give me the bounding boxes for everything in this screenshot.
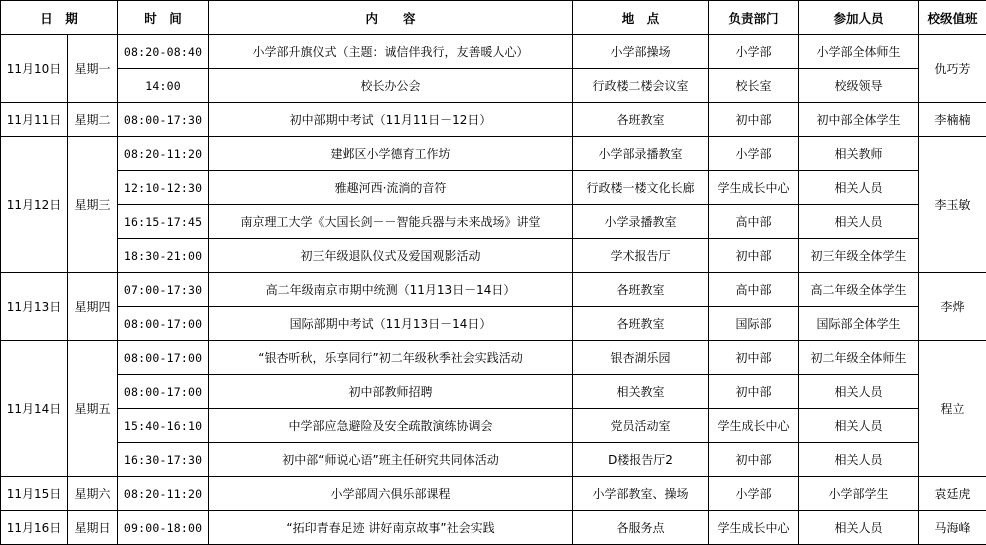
participants-cell: 相关人员 [799,409,919,443]
date-cell: 11月15日 [1,477,68,511]
participants-cell: 小学部全体师生 [799,35,919,69]
dept-cell: 初中部 [709,103,799,137]
weekday-cell: 星期三 [68,137,118,273]
time-cell: 16:15-17:45 [118,205,209,239]
participants-cell: 初三年级全体学生 [799,239,919,273]
content-cell: 初中部教师招聘 [209,375,573,409]
place-cell: 各服务点 [573,511,709,545]
participants-cell: 相关人员 [799,511,919,545]
participants-cell: 国际部全体学生 [799,307,919,341]
content-cell: 小学部升旗仪式（主题：诚信伴我行，友善暖人心） [209,35,573,69]
table-row [1,273,986,307]
time-cell: 18:30-21:00 [118,239,209,273]
place-cell: 党员活动室 [573,409,709,443]
time-cell: 09:00-18:00 [118,511,209,545]
dept-cell: 校长室 [709,69,799,103]
time-cell: 08:20-11:20 [118,137,209,171]
time-cell: 08:00-17:30 [118,103,209,137]
dept-cell: 小学部 [709,35,799,69]
duty-cell: 李烨 [919,273,986,341]
participants-cell: 相关人员 [799,205,919,239]
place-cell: 小学录播教室 [573,205,709,239]
time-cell: 12:10-12:30 [118,171,209,205]
place-cell: 银杏湖乐园 [573,341,709,375]
table-row [1,205,986,239]
place-cell: 各班教室 [573,103,709,137]
time-cell: 08:20-11:20 [118,477,209,511]
table-row [1,511,986,545]
time-cell: 08:20-08:40 [118,35,209,69]
date-cell: 11月10日 [1,35,68,103]
place-cell: 行政楼一楼文化长廊 [573,171,709,205]
dept-cell: 学生成长中心 [709,171,799,205]
duty-cell: 袁廷虎 [919,477,986,511]
place-cell: D楼报告厅2 [573,443,709,477]
content-cell: 初中部期中考试（11月11日－12日） [209,103,573,137]
dept-cell: 国际部 [709,307,799,341]
dept-cell: 学生成长中心 [709,409,799,443]
duty-cell: 马海峰 [919,511,986,545]
weekday-cell: 星期四 [68,273,118,341]
weekday-cell: 星期六 [68,477,118,511]
dept-cell: 学生成长中心 [709,511,799,545]
table-row [1,239,986,273]
header-row [1,1,986,35]
duty-cell: 程立 [919,341,986,477]
date-cell: 11月13日 [1,273,68,341]
table-row [1,341,986,375]
date-cell: 11月16日 [1,511,68,545]
duty-cell: 李玉敏 [919,137,986,273]
participants-cell: 校级领导 [799,69,919,103]
table-row [1,103,986,137]
duty-cell: 仇巧芳 [919,35,986,103]
participants-cell: 相关人员 [799,375,919,409]
dept-cell: 初中部 [709,239,799,273]
header-content: 内 容 [209,1,573,35]
place-cell: 小学部操场 [573,35,709,69]
content-cell: 小学部周六俱乐部课程 [209,477,573,511]
date-cell: 11月12日 [1,137,68,273]
time-cell: 08:00-17:00 [118,307,209,341]
dept-cell: 小学部 [709,477,799,511]
duty-cell: 李楠楠 [919,103,986,137]
header-date: 日 期 [1,1,118,35]
time-cell: 07:00-17:30 [118,273,209,307]
participants-cell: 初中部全体学生 [799,103,919,137]
place-cell: 小学部录播教室 [573,137,709,171]
content-cell: 国际部期中考试（11月13日－14日） [209,307,573,341]
weekday-cell: 星期日 [68,511,118,545]
time-cell: 08:00-17:00 [118,375,209,409]
content-cell: 初中部“师说心语”班主任研究共同体活动 [209,443,573,477]
content-cell: 高二年级南京市期中统测（11月13日－14日） [209,273,573,307]
dept-cell: 高中部 [709,273,799,307]
table-row [1,409,986,443]
place-cell: 小学部教室、操场 [573,477,709,511]
header-place: 地 点 [573,1,709,35]
table-row [1,307,986,341]
header-dept: 负责部门 [709,1,799,35]
table-row [1,443,986,477]
dept-cell: 初中部 [709,443,799,477]
table-row [1,477,986,511]
weekday-cell: 星期二 [68,103,118,137]
time-cell: 15:40-16:10 [118,409,209,443]
content-cell: 中学部应急避险及安全疏散演练协调会 [209,409,573,443]
content-cell: “银杏听秋，乐享同行”初二年级秋季社会实践活动 [209,341,573,375]
place-cell: 各班教室 [573,273,709,307]
place-cell: 各班教室 [573,307,709,341]
participants-cell: 相关人员 [799,443,919,477]
time-cell: 08:00-17:00 [118,341,209,375]
place-cell: 行政楼二楼会议室 [573,69,709,103]
dept-cell: 小学部 [709,137,799,171]
date-cell: 11月14日 [1,341,68,477]
table-row [1,137,986,171]
dept-cell: 初中部 [709,375,799,409]
content-cell: 南京理工大学《大国长剑－－智能兵器与未来战场》讲堂 [209,205,573,239]
content-cell: 初三年级退队仪式及爱国观影活动 [209,239,573,273]
dept-cell: 初中部 [709,341,799,375]
table-row [1,171,986,205]
content-cell: 雅趣河西·流淌的音符 [209,171,573,205]
participants-cell: 初二年级全体师生 [799,341,919,375]
weekday-cell: 星期五 [68,341,118,477]
time-cell: 16:30-17:30 [118,443,209,477]
header-duty: 校级值班 [919,1,986,35]
place-cell: 相关教室 [573,375,709,409]
header-participants: 参加人员 [799,1,919,35]
date-cell: 11月11日 [1,103,68,137]
content-cell: “拓印青春足迹 讲好南京故事”社会实践 [209,511,573,545]
time-cell: 14:00 [118,69,209,103]
place-cell: 学术报告厅 [573,239,709,273]
content-cell: 建邺区小学德育工作坊 [209,137,573,171]
participants-cell: 高二年级全体学生 [799,273,919,307]
table-row [1,35,986,69]
participants-cell: 相关教师 [799,137,919,171]
weekday-cell: 星期一 [68,35,118,103]
participants-cell: 相关人员 [799,171,919,205]
participants-cell: 小学部学生 [799,477,919,511]
content-cell: 校长办公会 [209,69,573,103]
table-row [1,375,986,409]
dept-cell: 高中部 [709,205,799,239]
header-time: 时 间 [118,1,209,35]
table-row [1,69,986,103]
